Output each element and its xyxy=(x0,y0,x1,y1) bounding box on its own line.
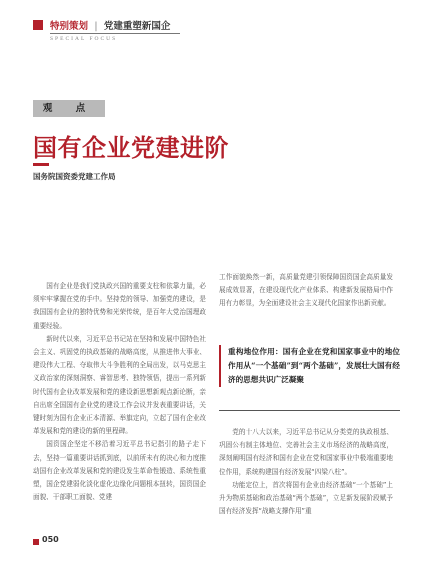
title-accent-bar xyxy=(33,163,49,166)
pull-quote: 重构地位作用：国有企业在党和国家事业中的地位作用从“一个基础”到“两个基础”，发展壮大国有经济的思想共识广泛凝聚 xyxy=(219,345,400,387)
body-paragraph: 党的十八大以来，习近平总书记从分类党的执政根基、巩固公有制主体地位、完善社会主义市场经济的战略高度，深刻阐明国有经济和国有企业在党和国家事业中极端重要地位作用，系统构建国有经济发展“四梁八柱”。 xyxy=(219,428,393,476)
body-paragraph: 国有企业是我们党执政兴国的重要支柱和依靠力量，必须牢牢掌握在党的手中。坚持党的领导、加强党的建设，是我国国有企业的独特优势和光荣传统，是百年大党治国理政重要经验。 xyxy=(33,282,206,330)
category-tag: 观 点 xyxy=(33,100,105,117)
body-column-right-bottom xyxy=(219,426,393,518)
body-column-left xyxy=(33,280,206,504)
pull-quote-divider xyxy=(219,410,400,411)
section-label: 特别策划 xyxy=(50,21,89,32)
header-accent-square xyxy=(33,20,43,30)
page-number: 050 xyxy=(42,535,59,544)
body-paragraph: 功能定位上，首次将国有企业由经济基础“一个基础”上升为物质基础和政治基础“两个基础”，立足新发展阶段赋予国有经济发挥“战略支撑作用”重 xyxy=(219,480,393,516)
section-header xyxy=(50,18,170,32)
section-separator: | xyxy=(94,21,98,32)
body-paragraph: 工作面貌焕然一新，高质量党建引领保障国资国企高质量发展成效显著，在建设现代化产业体系、构建新发展格局中作用有力彰显，为全面建设社会主义现代化国家作出新贡献。 xyxy=(219,273,393,308)
body-column-right-top xyxy=(219,271,393,311)
header-divider xyxy=(50,33,180,34)
section-subtitle: 党建重塑新国企 xyxy=(103,21,171,32)
article-title: 国有企业党建进阶 xyxy=(33,133,229,162)
body-paragraph: 新时代以来，习近平总书记站在坚持和发展中国特色社会主义、巩固党的执政基础的战略高度，从推进伟大事业、建设伟大工程、夺取伟大斗争胜利的全局出发，以马克思主义政治家的深刻洞察、睿智思考、独特领悟，提出一系列新时代国有企业改革发展和党的建设新思想新观点新论断，亲自出席全国国有企业党的建设工作会议并发表重要讲话，关键时刻为国有企业正本清源、举旗定向，立起了国有企业改革发展和党的建设的新的里程碑。 xyxy=(33,334,206,436)
section-english-label: SPECIAL FOCUS xyxy=(50,36,118,42)
body-paragraph: 国资国企坚定不移沿着习近平总书记指引的路子走下去，坚持一篇重要讲话抓到底，以前所未有的决心和力度推动国有企业改革发展和党的建设发生革命性锻造、系统性重塑，国企党建弱化淡化虚化边缘化问题根本扭转，国资国企面貌、干部职工面貌、党建 xyxy=(33,440,206,502)
footer-accent-square xyxy=(33,539,39,545)
article-author: 国务院国资委党建工作局 xyxy=(33,172,116,181)
